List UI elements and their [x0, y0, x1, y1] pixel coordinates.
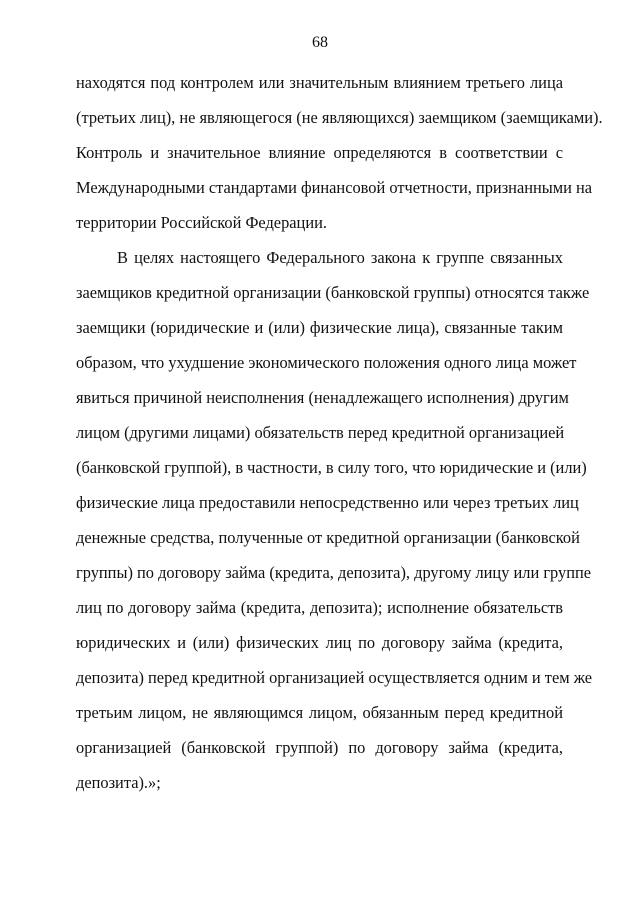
page-number: 68 — [312, 34, 328, 51]
paragraph-2-line-2: заемщиков кредитной организации (банковской группы) относятся также — [76, 283, 590, 302]
paragraph-2-line-5: явиться причиной неисполнения (ненадлежащего исполнения) другим — [76, 388, 569, 407]
paragraph-2-line-15: организацией (банковской группой) по договору займа (кредита, — [76, 738, 563, 757]
paragraph-2-line-11: лиц по договору займа (кредита, депозита); исполнение обязательств — [76, 598, 563, 617]
paragraph-2-line-4: образом, что ухудшение экономического положения одного лица может — [76, 353, 577, 372]
paragraph-2-line-13: депозита) перед кредитной организацией осуществляется одним и тем же — [76, 668, 593, 687]
paragraph-1-line-2: (третьих лиц), не являющегося (не являющихся) заемщиком (заемщиками). — [76, 108, 603, 127]
paragraph-2-line-3: заемщики (юридические и (или) физические лица), связанные таким — [76, 318, 563, 337]
paragraph-2-line-6: лицом (другими лицами) обязательств перед кредитной организацией — [76, 423, 565, 442]
paragraph-2-line-1: В целях настоящего Федерального закона к группе связанных — [117, 248, 563, 267]
paragraph-1-line-4: Международными стандартами финансовой отчетности, признанными на — [76, 178, 593, 197]
paragraph-2-line-16: депозита).»; — [76, 773, 161, 792]
paragraph-2-line-9: денежные средства, полученные от кредитной организации (банковской — [76, 528, 580, 547]
paragraph-1-line-3: Контроль и значительное влияние определяются в соответствии с — [76, 143, 563, 162]
paragraph-1-line-1: находятся под контролем или значительным влиянием третьего лица — [76, 73, 563, 92]
paragraph-2-line-14: третьим лицом, не являющимся лицом, обязанным перед кредитной — [76, 703, 563, 722]
paragraph-2-line-8: физические лица предоставили непосредственно или через третьих лиц — [76, 493, 579, 512]
paragraph-2-line-12: юридических и (или) физических лиц по договору займа (кредита, — [76, 633, 563, 652]
paragraph-2-line-7: (банковской группой), в частности, в силу того, что юридические и (или) — [76, 458, 587, 477]
paragraph-1-line-5: территории Российской Федерации. — [76, 213, 327, 232]
paragraph-2-line-10: группы) по договору займа (кредита, депозита), другому лицу или группе — [76, 563, 592, 582]
